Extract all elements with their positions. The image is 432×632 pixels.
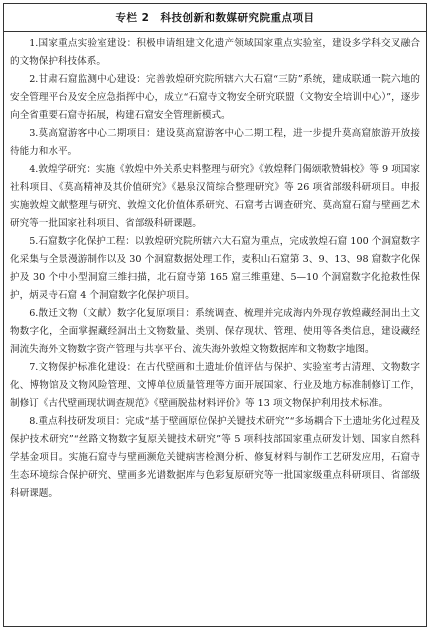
paragraph-1: 1.国家重点实验室建设：积极申请组建文化遗产领域国家重点实验室，建设多学科交叉融合的文物保护科技体系。 bbox=[10, 38, 420, 67]
paragraph-8: 8.重点科技研发项目：完成“基于壁画原位保护关键技术研究”“多场耦合下土遗址劣化过程及保护技术研究”“丝路文物数字复原关键技术研究”等 5 项科技部国家重点研发计划、国家自然科学基金项目。实施石窟寺与壁画濒危关键病害检测分析、修复材料与制作工艺研发应用，石窟寺生态环境综合保护研究、壁画多光谱数据库与色彩复原研究等一批国家级重点科研项目、省部级科研课题。 bbox=[10, 416, 420, 499]
column-content bbox=[4, 32, 426, 503]
paragraph-2: 2.甘肃石窟监测中心建设：完善敦煌研究院所辖六大石窟“三防”系统，建成联通一院六地的安全管理平台及安全应急指挥中心，成立“石窟寺文物安全研究联盟（文物安全培训中心）”，逐步向全省重要石窟寺拓展，构建石窟安全管理新模式。 bbox=[10, 74, 420, 121]
paragraph-4: 4.敦煌学研究：实施《敦煌中外关系史料整理与研究》《敦煌释门偈颂歌赞辑校》等 9 项国家社科项目、《莫高精神及其价值研究》《悬泉汉简综合整理研究》等 26 项省部级科研项目。申报实施敦煌文献整理与研究、敦煌文化价值体系研究、石窟考古调查研究、莫高窟石窟与壁画艺术研究等一批国家社科项目、省部级科研课题。 bbox=[10, 164, 420, 229]
paragraph-5: 5.石窟数字化保护工程：以敦煌研究院所辖六大石窟为重点，完成敦煌石窟 100 个洞窟数字化采集与全景漫游制作以及 30 个洞窟数据处理工作，麦积山石窟第 3、9、13、98 窟数字化保护及 30 个中小型洞窟三维扫描，北石窟寺第 165 窟三维重建、5—10 个洞窟数字化抢救性保护，炳灵寺石窟 4 个洞窟数字化保护项目。 bbox=[10, 236, 420, 301]
column-title: 专栏 2 科技创新和数媒研究院重点项目 bbox=[4, 4, 426, 32]
paragraph-3: 3.莫高窟游客中心二期项目：建设莫高窟游客中心二期工程，进一步提升莫高窟旅游开放接待能力和水平。 bbox=[10, 128, 420, 157]
paragraph-6: 6.散迁文物（文献）数字化复原项目：系统调查、梳理并完成海内外现存敦煌藏经洞出土文物数字化，全面掌握藏经洞出土文物数量、类别、保存现状、管理、使用等各类信息，建设藏经洞流失海外文物数字资产管理与共享平台、流失海外敦煌文物数据库和文物数字地图。 bbox=[10, 308, 420, 355]
column-box bbox=[3, 3, 427, 627]
paragraph-7: 7.文物保护标准化建设：在古代壁画和土遗址价值评估与保护、实验室考古清理、文物数字化、博物馆及文物风险管理、文博单位质量管理等方面开展国家、行业及地方标准制修订工作，制修订《古代壁画现状调查规范》《壁画脱盐材料评价》等 13 项文物保护利用技术标准。 bbox=[10, 362, 420, 409]
